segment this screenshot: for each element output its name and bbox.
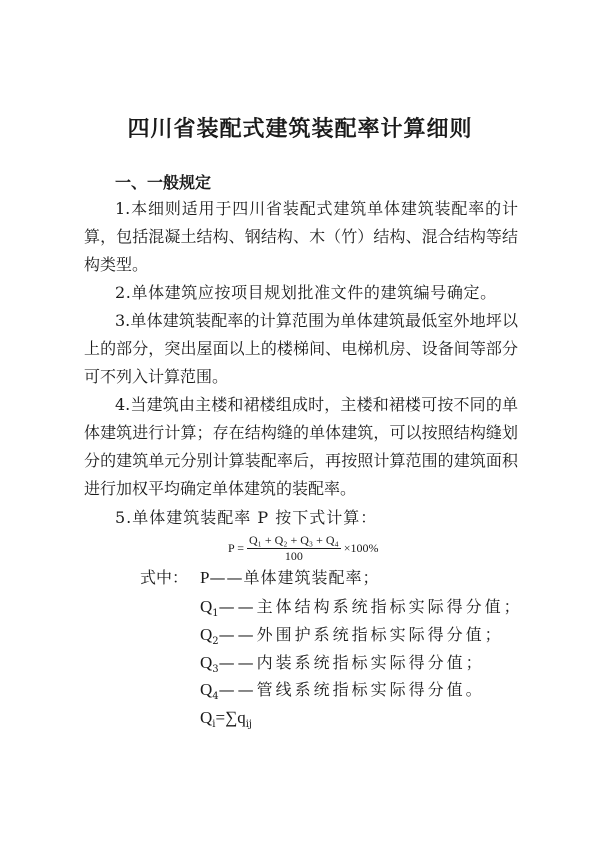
para-3-line-2: 上的部分，突出屋面以上的楼梯间、电梯机房、设备间等部分 xyxy=(84,339,518,358)
formula-denominator: 100 xyxy=(284,549,303,563)
formula-lhs: P = xyxy=(228,541,244,555)
para-4-line-1: 4.当建筑由主楼和裙楼组成时，主楼和裙楼可按不同的单 xyxy=(115,395,518,414)
para-4-line-2: 体建筑进行计算；存在结构缝的单体建筑，可以按照结构缝划 xyxy=(84,423,518,442)
para-1-line-1: 1.本细则适用于四川省装配式建筑单体建筑装配率的计 xyxy=(115,199,518,218)
variable-q3: $Q_3——$内装系统指标实际得分值； xyxy=(200,653,485,676)
where-label: 式中： xyxy=(140,568,189,587)
formula-fraction xyxy=(247,533,341,564)
para-3-line-3: 可不列入计算范围。 xyxy=(84,367,229,386)
variable-q2: $Q_2——$外围护系统指标实际得分值； xyxy=(200,625,504,648)
formula xyxy=(228,533,378,564)
para-2-line-1: 2.单体建筑应按项目规划批准文件的建筑编号确定。 xyxy=(115,283,497,302)
para-1-line-3: 构类型。 xyxy=(84,255,149,274)
formula-numerator: Q₁ + Q₂ + Q₃ + Q₄ xyxy=(249,533,339,547)
para-1-line-2: 算，包括混凝土结构、钢结构、木（竹）结构、混合结构等结 xyxy=(84,227,518,246)
para-4-line-3: 分的建筑单元分别计算装配率后，再按照计算范围的建筑面积 xyxy=(84,451,518,470)
variable-p: P——单体建筑装配率； xyxy=(200,568,380,587)
variable-q1: $Q_1——$主体结构系统指标实际得分值； xyxy=(200,597,523,620)
para-4-line-4: 进行加权平均确定单体建筑的装配率。 xyxy=(84,479,357,498)
formula-tail: ×100% xyxy=(343,541,379,555)
para-3-line-1: 3.单体建筑装配率的计算范围为单体建筑最低室外地坪以 xyxy=(115,311,518,330)
section-heading: 一、一般规定 xyxy=(115,173,212,192)
page-title: 四川省装配式建筑装配率计算细则 xyxy=(127,116,473,142)
variable-q4: $Q_4——$管线系统指标实际得分值。 xyxy=(200,680,485,703)
qi-formula: $Q_i=\sum q_{ij}$ xyxy=(200,708,253,731)
para-5-line-1: 5.单体建筑装配率 P 按下式计算： xyxy=(115,508,378,527)
